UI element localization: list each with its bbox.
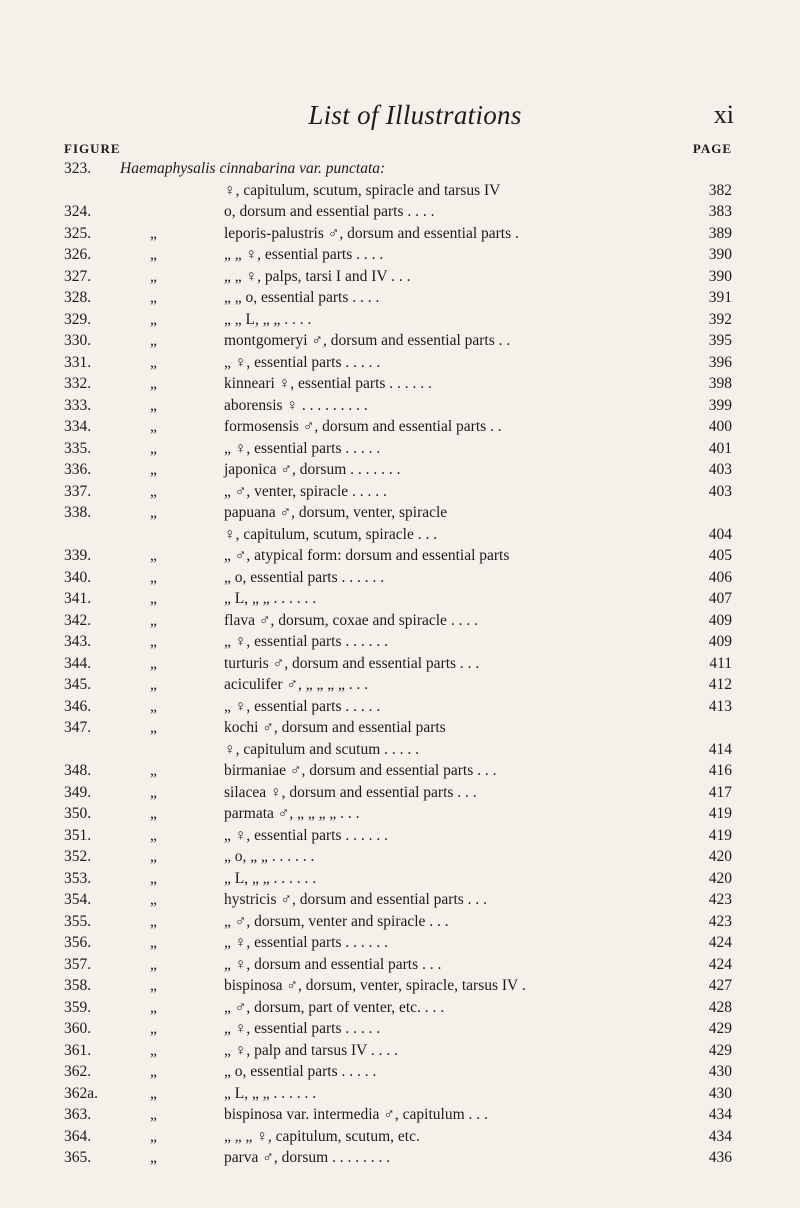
ditto-mark: „ [150, 1020, 157, 1037]
list-item [0, 1061, 800, 1083]
list-item [0, 803, 800, 825]
figure-description: „ „ L, „ „ . . . . [224, 310, 312, 328]
figure-description: aciculifer ♂, „ „ „ „ . . . [224, 676, 369, 693]
figure-number: 344. [64, 654, 92, 672]
figure-number: 328. [64, 289, 92, 306]
figure-description: „ o, essential parts . . . . . . [224, 568, 385, 586]
ditto-mark: „ [150, 912, 157, 930]
figure-number: 334. [64, 418, 92, 435]
figure-description: bispinosa ♂, dorsum, venter, spiracle, tarsus IV . [224, 977, 526, 994]
figure-description: „ „ ♀, essential parts . . . . [224, 246, 384, 263]
figure-description: turturis ♂, dorsum and essential parts . . . [224, 654, 480, 672]
figure-number: 326. [64, 246, 92, 263]
ditto-mark: „ [150, 482, 157, 500]
list-item [0, 717, 800, 739]
ditto-mark: „ [150, 891, 157, 908]
page-reference: 382 [708, 181, 732, 199]
figure-number: 331. [64, 353, 92, 371]
figure-description: „ L, „ „ . . . . . . [224, 1084, 317, 1102]
figure-description: flava ♂, dorsum, coxae and spiracle . . . . [224, 611, 478, 629]
figure-number: 362. [64, 1063, 92, 1080]
page-reference: 405 [708, 547, 732, 564]
figure-number: 335. [64, 439, 92, 457]
ditto-mark: „ [150, 783, 157, 801]
page-reference: 434 [708, 1127, 732, 1145]
figure-number: 350. [64, 805, 92, 822]
ditto-mark: „ [150, 547, 157, 564]
list-item [0, 373, 800, 395]
figure-number: 358. [64, 977, 92, 994]
figure-description: „ ♂, dorsum, part of venter, etc. . . . [224, 998, 445, 1016]
ditto-mark: „ [150, 762, 157, 779]
figure-number: 346. [64, 697, 92, 715]
list-item [0, 825, 800, 847]
figure-number: 323. [64, 160, 92, 177]
figure-description: aborensis ♀ . . . . . . . . . [224, 396, 368, 414]
page-reference: 424 [708, 955, 732, 973]
ditto-mark: „ [150, 310, 157, 328]
figure-number: 338. [64, 504, 92, 521]
figure-number: 333. [64, 396, 92, 414]
page-reference: 430 [708, 1084, 732, 1102]
figure-number: 365. [64, 1149, 92, 1166]
figure-description: „ ♀, essential parts . . . . . [224, 353, 381, 371]
page-reference: 419 [708, 805, 732, 822]
page-column-header: PAGE [692, 141, 732, 156]
figure-description: o, dorsum and essential parts . . . . [224, 203, 435, 220]
figure-number: 329. [64, 310, 92, 328]
figure-description: „ ♂, dorsum, venter and spiracle . . . [224, 912, 449, 930]
column-headers [64, 141, 732, 159]
list-item [0, 438, 800, 460]
ditto-mark: „ [150, 998, 157, 1016]
figure-number: 352. [64, 848, 92, 865]
page-reference: 391 [708, 289, 732, 306]
page-reference: 414 [708, 740, 732, 758]
figure-description: bispinosa var. intermedia ♂, capitulum . . . [224, 1106, 488, 1123]
figure-description: montgomeryi ♂, dorsum and essential parts . . [224, 332, 511, 349]
list-item [0, 524, 800, 546]
ditto-mark: „ [150, 375, 157, 392]
list-item [0, 653, 800, 675]
figure-description: leporis-palustris ♂, dorsum and essential parts . [224, 224, 519, 242]
figure-description: kinneari ♀, essential parts . . . . . . [224, 375, 432, 392]
figure-number: 345. [64, 676, 92, 693]
figure-number: 351. [64, 826, 92, 844]
ditto-mark: „ [150, 289, 157, 306]
list-item [0, 330, 800, 352]
page-reference: 436 [708, 1149, 732, 1166]
list-item [0, 696, 800, 718]
page-reference: 398 [708, 375, 732, 392]
figure-number: 324. [64, 203, 92, 220]
ditto-mark: „ [150, 1084, 157, 1102]
list-item [0, 266, 800, 288]
page-reference: 423 [708, 912, 732, 930]
ditto-mark: „ [150, 719, 157, 736]
figure-number: 327. [64, 267, 92, 285]
page-reference: 416 [708, 762, 732, 779]
figure-description: „ ♀, essential parts . . . . . . [224, 934, 389, 951]
list-item [0, 287, 800, 309]
ditto-mark: „ [150, 267, 157, 285]
figure-number: 332. [64, 375, 92, 392]
page-reference: 412 [708, 676, 732, 693]
list-item [0, 588, 800, 610]
figure-number: 343. [64, 633, 92, 650]
page-reference: 409 [708, 633, 732, 650]
figure-description: „ „ o, essential parts . . . . [224, 289, 380, 306]
figure-description: ♀, capitulum and scutum . . . . . [224, 740, 420, 758]
figure-description: „ „ „ ♀, capitulum, scutum, etc. [224, 1127, 420, 1145]
figure-number: 330. [64, 332, 92, 349]
figure-number: 357. [64, 955, 92, 973]
list-item [0, 1104, 800, 1126]
figure-number: 355. [64, 912, 92, 930]
page-reference: 429 [708, 1041, 732, 1059]
figure-number: 337. [64, 482, 92, 500]
figure-description: „ „ ♀, palps, tarsi I and IV . . . [224, 267, 411, 285]
page-reference: 390 [708, 246, 732, 263]
illustration-list [0, 158, 800, 1169]
ditto-mark: „ [150, 224, 157, 242]
figure-number: 361. [64, 1041, 92, 1059]
page-reference: 399 [708, 396, 732, 414]
figure-description: hystricis ♂, dorsum and essential parts . . . [224, 891, 488, 908]
figure-description: „ ♂, venter, spiracle . . . . . [224, 482, 387, 500]
ditto-mark: „ [150, 654, 157, 672]
list-item [0, 201, 800, 223]
figure-number: 341. [64, 590, 92, 607]
list-item [0, 889, 800, 911]
figure-description: japonica ♂, dorsum . . . . . . . [224, 461, 401, 478]
page-reference: 424 [708, 934, 732, 951]
list-item [0, 868, 800, 890]
page-reference: 434 [708, 1106, 732, 1123]
page-reference: 411 [709, 654, 732, 672]
list-item [0, 223, 800, 245]
page-reference: 407 [708, 590, 732, 607]
figure-description: ♀, capitulum, scutum, spiracle . . . [224, 525, 438, 543]
page-reference: 406 [708, 568, 732, 586]
page-reference: 401 [708, 439, 732, 457]
figure-number: 349. [64, 783, 92, 801]
page-reference: 383 [708, 203, 732, 220]
figure-number: 339. [64, 547, 92, 564]
ditto-mark: „ [150, 1127, 157, 1145]
ditto-mark: „ [150, 590, 157, 607]
figure-description: formosensis ♂, dorsum and essential parts . . [224, 418, 502, 435]
figure-description: silacea ♀, dorsum and essential parts . . . [224, 783, 477, 801]
list-item [0, 911, 800, 933]
list-item [0, 502, 800, 524]
ditto-mark: „ [150, 676, 157, 693]
figure-description: „ ♀, dorsum and essential parts . . . [224, 955, 442, 973]
figure-description: „ ♀, essential parts . . . . . [224, 439, 381, 457]
figure-number: 354. [64, 891, 92, 908]
ditto-mark: „ [150, 869, 157, 887]
ditto-mark: „ [150, 246, 157, 263]
list-item [0, 846, 800, 868]
figure-number: 325. [64, 224, 92, 242]
list-item [0, 932, 800, 954]
figure-description: „ ♀, essential parts . . . . . [224, 1020, 381, 1037]
figure-description: „ ♀, essential parts . . . . . . [224, 633, 389, 650]
ditto-mark: „ [150, 848, 157, 865]
list-item [0, 567, 800, 589]
list-item [0, 352, 800, 374]
list-item [0, 674, 800, 696]
figure-description: Haemaphysalis cinnabarina var. punctata: [120, 160, 386, 177]
page-number: xi [713, 100, 734, 129]
list-item [0, 1018, 800, 1040]
figure-description: birmaniae ♂, dorsum and essential parts . . . [224, 762, 497, 779]
list-item [0, 610, 800, 632]
figure-description: „ o, „ „ . . . . . . [224, 848, 315, 865]
page-reference: 430 [708, 1063, 732, 1080]
ditto-mark: „ [150, 418, 157, 435]
page-reference: 413 [708, 697, 732, 715]
list-item [0, 1083, 800, 1105]
ditto-mark: „ [150, 504, 157, 521]
page-reference: 392 [708, 310, 732, 328]
list-item [0, 459, 800, 481]
ditto-mark: „ [150, 439, 157, 457]
page-reference: 400 [708, 418, 732, 435]
page-reference: 403 [708, 482, 732, 500]
ditto-mark: „ [150, 568, 157, 586]
ditto-mark: „ [150, 396, 157, 414]
list-item [0, 631, 800, 653]
page-reference: 403 [708, 461, 732, 478]
page-reference: 404 [708, 525, 732, 543]
ditto-mark: „ [150, 697, 157, 715]
figure-description: „ o, essential parts . . . . . [224, 1063, 377, 1080]
ditto-mark: „ [150, 1063, 157, 1080]
page-reference: 389 [708, 224, 732, 242]
ditto-mark: „ [150, 955, 157, 973]
ditto-mark: „ [150, 1106, 157, 1123]
figure-number: 364. [64, 1127, 92, 1145]
page-reference: 419 [708, 826, 732, 844]
list-item [0, 416, 800, 438]
running-head-title: List of Illustrations [308, 100, 522, 130]
list-item [0, 180, 800, 202]
ditto-mark: „ [150, 633, 157, 650]
figure-number: 347. [64, 719, 92, 736]
figure-description: papuana ♂, dorsum, venter, spiracle [224, 504, 448, 521]
page-reference: 429 [708, 1020, 732, 1037]
list-item [0, 1147, 800, 1169]
figure-number: 342. [64, 611, 92, 629]
page-reference: 409 [708, 611, 732, 629]
figure-description: parmata ♂, „ „ „ „ . . . [224, 805, 360, 822]
list-item [0, 954, 800, 976]
figure-description: „ ♀, palp and tarsus IV . . . . [224, 1041, 399, 1059]
figure-number: 362a. [64, 1084, 99, 1102]
list-item [0, 158, 800, 180]
ditto-mark: „ [150, 1149, 157, 1166]
figure-number: 356. [64, 934, 92, 951]
page-reference: 395 [708, 332, 732, 349]
figure-number: 336. [64, 461, 92, 478]
list-item [0, 1126, 800, 1148]
page-reference: 417 [708, 783, 732, 801]
figure-description: „ ♀, essential parts . . . . . [224, 697, 381, 715]
ditto-mark: „ [150, 977, 157, 994]
page-reference: 390 [708, 267, 732, 285]
figure-number: 348. [64, 762, 92, 779]
ditto-mark: „ [150, 934, 157, 951]
figure-description: „ ♀, essential parts . . . . . . [224, 826, 389, 844]
list-item [0, 975, 800, 997]
list-item [0, 739, 800, 761]
figure-description: kochi ♂, dorsum and essential parts [224, 719, 446, 736]
list-item [0, 309, 800, 331]
figure-description: ♀, capitulum, scutum, spiracle and tarsus IV [224, 181, 501, 199]
list-item [0, 1040, 800, 1062]
figure-number: 359. [64, 998, 92, 1016]
ditto-mark: „ [150, 461, 157, 478]
figure-number: 353. [64, 869, 92, 887]
list-item [0, 545, 800, 567]
list-item [0, 395, 800, 417]
page-reference: 420 [708, 869, 732, 887]
figure-number: 340. [64, 568, 92, 586]
figure-number: 363. [64, 1106, 92, 1123]
page-reference: 396 [708, 353, 732, 371]
figure-description: parva ♂, dorsum . . . . . . . . [224, 1149, 391, 1166]
list-item [0, 997, 800, 1019]
ditto-mark: „ [150, 826, 157, 844]
ditto-mark: „ [150, 611, 157, 629]
list-item [0, 481, 800, 503]
list-item [0, 760, 800, 782]
figure-description: „ ♂, atypical form: dorsum and essential parts [224, 547, 510, 564]
ditto-mark: „ [150, 805, 157, 822]
figure-description: „ L, „ „ . . . . . . [224, 869, 317, 887]
list-item [0, 244, 800, 266]
ditto-mark: „ [150, 1041, 157, 1059]
figure-number: 360. [64, 1020, 92, 1037]
page-reference: 420 [708, 848, 732, 865]
figure-description: „ L, „ „ . . . . . . [224, 590, 317, 607]
page-reference: 427 [708, 977, 732, 994]
figure-column-header: FIGURE [64, 141, 121, 156]
list-item [0, 782, 800, 804]
page-reference: 423 [708, 891, 732, 908]
ditto-mark: „ [150, 353, 157, 371]
page-reference: 428 [708, 998, 732, 1016]
ditto-mark: „ [150, 332, 157, 349]
